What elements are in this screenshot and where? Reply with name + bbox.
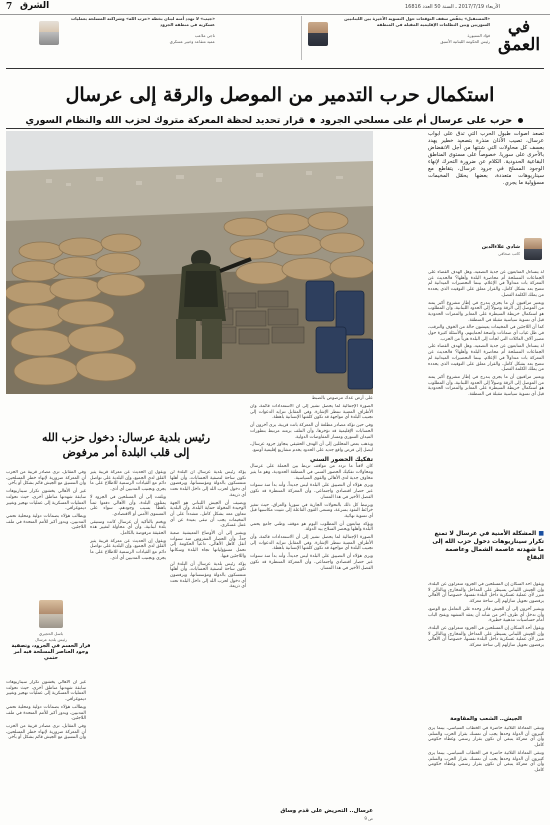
teaser-link-page[interactable]: ص 9: [364, 816, 373, 821]
section-label-line2: العمق: [497, 35, 541, 55]
author-name: شادي علاءالدين: [481, 244, 520, 250]
body-paragraph: لذ يتساءل المتابعون عن جدية التصعيد، وهل الهدف القضاء على الجماعات المسلحة أم محاصرة البلدة وأهلها؟ فالحديث عن المعركة بات متداولاً في الإعلام، بينما التحضيرات الميدانية لم تتضح بعد بشكل كامل، والقرار معلق على التوقيت الذي يحدده من يملك الكلمة الفصل.: [428, 344, 544, 373]
intro-paragraph: تصعد أصوات طبول الحرب التي تدق على أبواب عرسال، تصيب الآذان منذرة بتصعيد خطير يهدد بعسف كل محاولات التي شنتها من أجل الانقضاض بالأحرى على سوريا. خصوصاً على مستوى المناطق البقاعية الحدودية. الكلام عن ضرورة التحرك لإنهاء الوجود المسلح في جرود عرسال، يتقاطع مع سيناريوهات متعددة، بعضها يحمّل المخيمات مسؤولية ما يجري.: [428, 131, 544, 186]
teaser-1[interactable]: [330, 16, 490, 64]
square-bullet-icon: ■: [536, 530, 544, 537]
teaser-1-portrait: [308, 22, 328, 46]
body-paragraph: ويقول إن الحديث عن معركة قريبة يثير القلق لدى الجميع، وإن البلدية على تواصل دائم مع القيادات الرسمية للاطلاع على ما يجري وتجنيب المدنيين أي أذى.: [90, 470, 166, 493]
body-paragraph: ويطالب هؤلاء بضمانات دولية ومحلية تحمي المدنيين، وبدور أكبر للأمم المتحدة في ملف اللاجئين.: [6, 513, 86, 531]
body-paragraph: ويرى هؤلاء أن التضييق على البلدة ليس جديداً، وأنه بدأ منذ سنوات عبر حصار اقتصادي واجتماعي، وأن المعركة المنتظرة قد تكون الفصل الأخير في هذا المسار.: [250, 483, 373, 500]
body-paragraph: ويرى هؤلاء أن التضييق على البلدة ليس جديداً، وأنه بدأ منذ سنوات عبر حصار اقتصادي واجتماعي، وأن المعركة المنتظرة قد تكون الفصل الأخير في هذا المسار.: [250, 554, 373, 571]
bullet-icon: [518, 118, 523, 123]
subline-part2: قرار تحديد لحظة المعركة متروك لحزب الله والنظام السوري: [25, 115, 305, 126]
author-role: كاتب صحافي: [498, 251, 520, 256]
body-paragraph: يؤكد رئيس بلدية عرسال أن البلدة لن تكون ساحة لتصفية الحسابات، وأن أهلها متمسكون بالدولة ومؤسساتها، ويرفضون أي دخول لحزب الله إلى داخل البلدة تحت أي ذريعة.: [170, 470, 246, 498]
dateline: الأربعاء 2017/7/19 ـ السنة 50 العدد 16816: [404, 4, 500, 10]
right-column-body: [428, 270, 544, 525]
body-paragraph: وتبقى المعادلة الثلاثية حاضرة في الخطاب السياسي، بينما يرى كثيرون أن الدولة وحدها يجب أن تمسك بقرار الحرب والسلم، وأن أي معركة ينبغي أن تكون بقرار رسمي وغطاء حكومي كامل.: [428, 726, 544, 749]
body-paragraph: لذ يتساءل المتابعون عن جدية التصعيد، وهل الهدف القضاء على الجماعات المسلحة أم محاصرة البلدة وأهلها؟ فالحديث عن المعركة بات متداولاً في الإعلام، بينما التحضيرات الميدانية لم تتضح بعد بشكل كامل، والقرار معلق على التوقيت الذي يحدده من يملك الكلمة الفصل.: [428, 270, 544, 298]
body-paragraph: ويعتبر مراقبون أن ما يجري يندرج في إطار مشروع أكبر يمتد من الموصل إلى الرقة وصولاً إلى الحدود اللبنانية، وأن المطلوب هو استكمال خريطة السيطرة على المعابر والممرات الحدودية قبل أي تسوية سياسية مقبلة في المنطقة.: [428, 300, 544, 323]
body-paragraph: وفي حين تؤكد مصادر مطلعة أن المعركة باتت قريبة، يرى آخرون أن الحسابات الإقليمية قد تؤخرها، وأن الملف برمته مرتبط بتطورات الميدان السوري ومسار المفاوضات الدولية.: [250, 423, 373, 440]
teaser-2-text: «جيب» لا تهدد أمنة لبنان بخطة «حزب الله» وشراكته المسلحة بعمليات عسكرية في منطقة الجرود: [70, 16, 215, 27]
section-label: [494, 18, 544, 54]
headline: استكمال حرب التدمير من الموصل والرقة إلى عرسال: [65, 84, 495, 106]
second-article-col-c-lower: [6, 680, 86, 820]
body-paragraph: ويشير إلى أن الأوضاع المعيشية صعبة جداً، وأن الحصار المفروض منذ سنوات أثقل كاهل الأهالي، داعياً الحكومة إلى تحمل مسؤولياتها تجاه البلدة وسكانها واللاجئين فيها.: [170, 531, 246, 559]
body-paragraph: غير أن الأهالي يخشون تكرار سيناريوهات سابقة شهدتها مناطق أخرى، حيث تحولت العمليات العسكرية إلى عمليات تهجير وتغيير ديموغرافي.: [6, 489, 86, 512]
masthead: الشرق: [20, 1, 50, 11]
quote-text: فرار الحسم في الجرود، وتصفية وجود العناصر المسلحة فيه أمر حتمي: [11, 643, 91, 661]
body-paragraph: ويعتبر مراقبون أن ما يجري يندرج في إطار مشروع أكبر يمتد من الموصل إلى الرقة وصولاً إلى الحدود اللبنانية، وأن المطلوب هو استكمال خريطة السيطرة على المعابر والممرات الحدودية قبل أي تسوية سياسية مقبلة في المنطقة.: [428, 374, 544, 398]
middle-column-subhead: تفكيك الحضور السني: [310, 455, 373, 463]
body-paragraph: وفي المقابل، ترى مصادر قريبة من الحزب أن المعركة ضرورية لإنهاء خطر المسلحين، وأن التنسيق مع الجيش قائم بشكل أو بآخر.: [6, 723, 86, 741]
section-label-line1: في: [507, 17, 531, 37]
teaser-divider: [301, 16, 302, 60]
teaser-2-portrait: [39, 21, 59, 45]
teaser-1-caption-name: فؤاد السنيورة: [467, 33, 490, 39]
headline-divider: [6, 128, 544, 129]
body-paragraph: كان لافتاً ما تردد من مواقف تربط بين الحملة على عرسال ومحاولات تفكيك الحضور السني في المنطقة الحدودية، وهو ما يثير مخاوف جدية لدى الأهالي والقوى السياسية.: [250, 464, 373, 481]
teaser-2-caption-role: عميد متقاعد وخبير عسكري: [169, 38, 215, 44]
main-photo: [6, 131, 373, 394]
body-paragraph: ويقول أحد السكان إن المسلحين في الجرود منعزلون عن البلدة، وإن الجيش اللبناني يسيطر على المداخل والمخارج، وبالتالي لا مبرر لأي عملية عسكرية داخل البلدة نفسها، خصوصاً أن الأهالي يرفضون تحويل منازلهم إلى ساحة معركة.: [428, 582, 544, 605]
bullet-icon: [310, 118, 315, 123]
body-paragraph: ويضيف أن الجيش اللبناني هو الجهة الوحيدة المخولة حماية البلدة، وأن البلدية تتعاون معه بشكل كامل، مشدداً على أن المخيمات يجب أن تبقى بعيدة عن أي عمل عسكري.: [170, 500, 246, 529]
second-article-col-c: [6, 470, 86, 595]
right-column-subhead: الجيش.. الشعب والمقاومة: [450, 716, 522, 722]
body-paragraph: غير أن الأهالي يخشون تكرار سيناريوهات سابقة شهدتها مناطق أخرى، حيث تحولت العمليات العسكرية إلى عمليات تهجير وتغيير ديموغرافي.: [6, 680, 86, 703]
body-paragraph: وتبقى المعادلة الثلاثية حاضرة في الخطاب السياسي، بينما يرى كثيرون أن الدولة وحدها يجب أن تمسك بقرار الحرب والسلم، وأن أي معركة ينبغي أن تكون بقرار رسمي وغطاء حكومي كامل.: [428, 750, 544, 773]
body-paragraph: ويشير آخرون إلى أن الجيش قادر وحده على التعامل مع الوضع، وأن تدخل أي طرف آخر من شأنه أن يعقد المشهد ويفتح الباب أمام حساسيات مذهبية خطيرة.: [428, 606, 544, 624]
subline-part1: حرب على عرسال أم على مسلحي الجرود: [320, 115, 513, 126]
body-paragraph: يؤكد رئيس بلدية عرسال أن البلدة لن تكون ساحة لتصفية الحسابات، وأن أهلها متمسكون بالدولة ومؤسساتها، ويرفضون أي دخول لحزب الله إلى داخل البلدة تحت أي ذريعة.: [170, 561, 246, 590]
body-paragraph: ويطالب هؤلاء بضمانات دولية ومحلية تحمي المدنيين، وبدور أكبر للأمم المتحدة في ملف اللاجئين.: [6, 704, 86, 722]
second-article-col-a: [170, 470, 246, 820]
body-paragraph: وفي المقابل، ترى مصادر قريبة من الحزب أن المعركة ضرورية لإنهاء خطر المسلحين، وأن التنسيق مع الجيش قائم بشكل أو بآخر.: [6, 470, 86, 487]
header-divider: [6, 68, 544, 69]
body-paragraph: ويقول أحد السكان إن المسلحين في الجرود منعزلون عن البلدة، وإن الجيش اللبناني يسيطر على المداخل والمخارج، وبالتالي لا مبرر لأي عملية عسكرية داخل البلدة نفسها، خصوصاً أن الأهالي يرفضون تحويل منازلهم إلى ساحة معركة.: [428, 625, 544, 649]
right-column-lower: [428, 582, 544, 714]
right-column-intro: [428, 131, 544, 231]
body-paragraph: ويقول إن الحديث عن معركة قريبة يثير القلق لدى الجميع، وإن البلدية على تواصل دائم مع القيادات الرسمية للاطلاع على ما يجري وتجنيب المدنيين أي أذى.: [90, 538, 166, 561]
soldier-sandbags-illustration: [6, 131, 373, 394]
second-article-quote-box: [6, 600, 96, 661]
page-header: [0, 0, 550, 15]
teaser-1-text: «المستقبل» يخفّض سقف التوقعات حول التسوية الأخيرة بين اللبنانيين السوريين وبين التطلعات الإقليمية المقبلة في المنطقة: [344, 16, 490, 27]
second-article-title-line2: إلى قلب البلدة أمر مرفوض: [62, 446, 190, 459]
quote-role: رئيس بلدية عرسال: [35, 637, 67, 642]
teaser-2-caption-name: ناجي ملاعب: [194, 33, 215, 39]
body-paragraph: كما أن اللاجئين في المخيمات يعيشون حالة من الخوف والترقب، في ظل غياب أي ضمانات واضحة لحمايتهم، والأسئلة كثيرة حول مصير آلاف العائلات التي لجأت إلى البلدة هرباً من الحرب.: [428, 325, 544, 342]
author-photo: [524, 238, 542, 260]
body-paragraph: ويؤكد متابعون أن المطلوب اليوم هو موقف وطني جامع يحمي البلدة وأهلها ويحصر السلاح بيد الدولة.: [250, 521, 373, 533]
middle-column: [250, 404, 373, 804]
body-paragraph: ويذهب بعض المحللين إلى أن الهدف الحقيقي يتجاوز جرود عرسال، ليصل إلى فرض واقع جديد على الحدود يخدم مشاريع إقليمية أوسع.: [250, 442, 373, 453]
subline: [20, 115, 530, 126]
teaser-1-caption-role: رئيس الحكومة اللبنانية الأسبق: [440, 38, 490, 44]
pullquote-line2: حزب الله إلى ما شهدته عاصمة الشمال وعاصمة البقاع: [432, 538, 544, 561]
right-column-tail: [428, 726, 544, 822]
body-paragraph: ويختم بالتأكيد أن عرسال كانت وستبقى بلدة لبنانية، وأن أي محاولة لتغيير هذه الحقيقة مرفوضة بالكامل.: [90, 519, 166, 537]
quote-name: باسل الحجيري: [38, 631, 64, 636]
body-paragraph: ويلفت إلى أن المسلحين في الجرود لا يمثلون البلدة، وأن الأهالي دفعوا ثمناً باهظاً بسبب وجودهم، سواء على المستوى الأمني أو الاقتصادي.: [90, 494, 166, 517]
teaser-link-title[interactable]: عرسال.. التحريض على قدم وساق: [280, 808, 373, 814]
second-article-title: [6, 430, 246, 460]
pullquote-line1: المشكلة الأمنية في عرسال لا تمنع تكرار سيناريوهات دخول: [434, 530, 544, 545]
body-paragraph: الصورة الإجمالية لما يحصل تشير إلى أن الاستعدادات قائمة، وأن الأطراف المعنية تنتظر الإشارة. وفي المقابل تتزايد الدعوات إلى تجنيب البلدة أي مواجهة قد تكون كلفتها الإنسانية باهظة.: [250, 404, 373, 421]
page-number: 7: [6, 2, 13, 12]
second-article-title-line1: رئيس بلدية عرسال: دخول حزب الله: [41, 431, 211, 444]
body-paragraph: الصورة الإجمالية لما يحصل تشير إلى أن الاستعدادات قائمة، وأن الأطراف المعنية تنتظر الإشارة. وفي المقابل تتزايد الدعوات إلى تجنيب البلدة أي مواجهة قد تكون كلفتها الإنسانية باهظة.: [250, 535, 373, 552]
teaser-2[interactable]: [60, 16, 215, 64]
author-byline: [478, 238, 544, 264]
quote-portrait: [39, 600, 63, 628]
pullquote: [428, 530, 544, 562]
body-paragraph: ويرتبط كل ذلك بالتحولات الجارية في سوريا والعراق، حيث تتغير خرائط النفوذ بسرعة، وتسعى القوى الفاعلة إلى تثبيت مكاسبها قبل أي تسوية نهائية.: [250, 502, 373, 519]
photo-caption: على أرض عدك مرصوص بالضبط: [311, 396, 373, 401]
second-article-col-b: [90, 470, 166, 820]
